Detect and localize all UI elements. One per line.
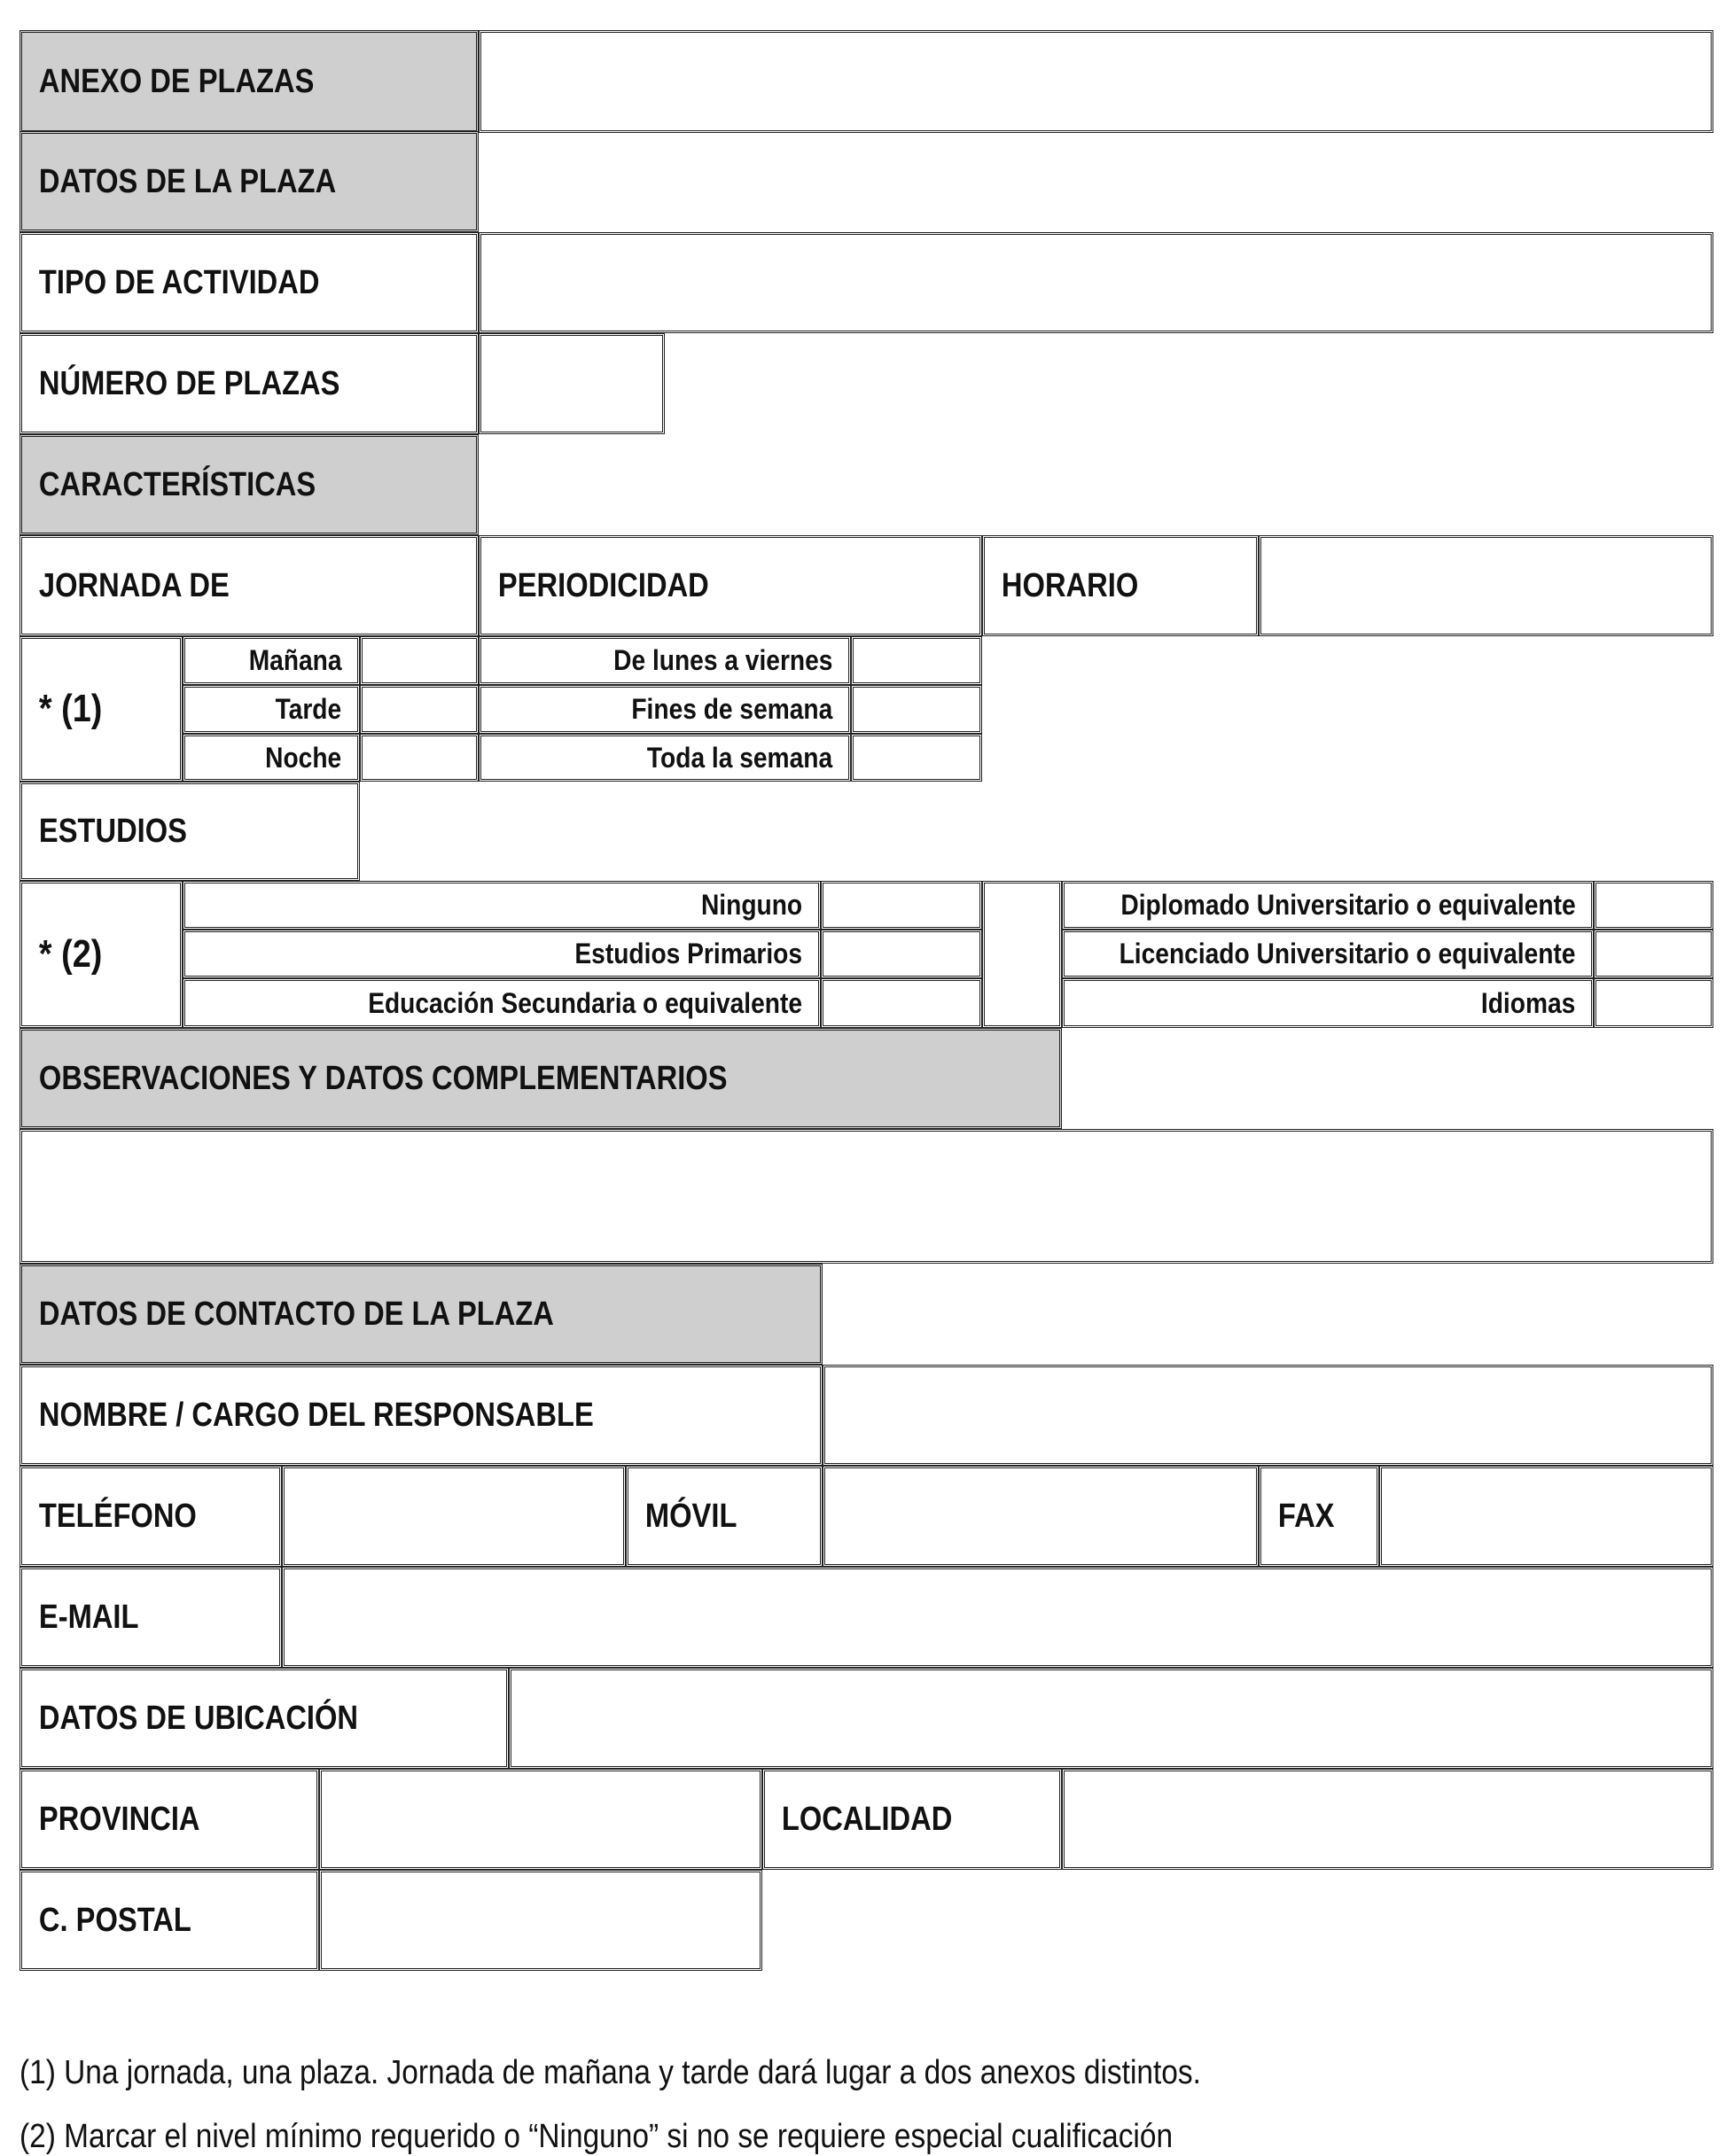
study-languages-checkbox[interactable]: [1594, 978, 1713, 1028]
schedule-label-cell: [982, 535, 1259, 636]
period-allweek-checkbox[interactable]: [851, 734, 982, 782]
annex-field[interactable]: [479, 30, 1713, 133]
num-posts-label: NÚMERO DE PLAZAS: [38, 364, 340, 402]
shift-afternoon-checkbox[interactable]: [360, 685, 479, 734]
email-label-cell: [20, 1567, 282, 1668]
workday-label-cell: [20, 535, 479, 636]
shift-afternoon-label: Tarde: [275, 693, 342, 725]
contact-title: DATOS DE CONTACTO DE LA PLAZA: [38, 1295, 554, 1333]
study-diploma-label-cell: [1062, 881, 1594, 930]
mobile-label: MÓVIL: [644, 1497, 737, 1535]
fax-label-cell: [1259, 1466, 1379, 1567]
annex-title: ANEXO DE PLAZAS: [38, 62, 315, 100]
locality-label-cell: [762, 1769, 1062, 1870]
post-data-section: [20, 131, 479, 232]
shift-morning-label: Mañana: [248, 644, 342, 676]
period-weekends-label-cell: [479, 685, 851, 734]
features-section: [20, 434, 479, 535]
study-degree-checkbox[interactable]: [1594, 930, 1713, 978]
studies-label-cell: [20, 782, 360, 881]
postal-label: C. POSTAL: [38, 1901, 191, 1939]
studies-spacer-cell: [982, 881, 1062, 1028]
activity-type-label: TIPO DE ACTIVIDAD: [38, 263, 320, 301]
mobile-field[interactable]: [823, 1466, 1259, 1567]
study-diploma-checkbox[interactable]: [1594, 881, 1713, 930]
mobile-label-cell: [626, 1466, 823, 1567]
activity-type-field[interactable]: [479, 232, 1713, 333]
study-languages-label-cell: [1062, 978, 1594, 1028]
studies-label: ESTUDIOS: [38, 812, 187, 850]
num-posts-field[interactable]: [479, 333, 665, 434]
shift-afternoon-label-cell: [183, 685, 360, 734]
observations-title: OBSERVACIONES Y DATOS COMPLEMENTARIOS: [38, 1059, 728, 1097]
location-label: DATOS DE UBICACIÓN: [38, 1699, 359, 1737]
study-none-label: Ninguno: [701, 889, 803, 921]
activity-type-label-cell: [20, 232, 479, 333]
shift-night-label-cell: [183, 734, 360, 782]
study-primary-checkbox[interactable]: [821, 930, 982, 978]
province-label-cell: [20, 1769, 319, 1870]
period-weekends-label: Fines de semana: [631, 693, 833, 725]
study-none-checkbox[interactable]: [821, 881, 982, 930]
province-field[interactable]: [319, 1769, 762, 1870]
manager-field[interactable]: [823, 1365, 1713, 1466]
annex-title-cell: [20, 30, 479, 133]
periodicity-label: PERIODICIDAD: [497, 566, 709, 604]
location-field[interactable]: [509, 1668, 1713, 1769]
period-allweek-label-cell: [479, 734, 851, 782]
study-secondary-checkbox[interactable]: [821, 978, 982, 1028]
study-none-label-cell: [183, 881, 821, 930]
manager-label-cell: [20, 1365, 823, 1466]
period-weekends-checkbox[interactable]: [851, 685, 982, 734]
fax-label: FAX: [1277, 1497, 1335, 1535]
shift-morning-checkbox[interactable]: [360, 636, 479, 685]
fax-field[interactable]: [1379, 1466, 1713, 1567]
location-label-cell: [20, 1668, 509, 1769]
schedule-label: HORARIO: [1001, 566, 1139, 604]
locality-label: LOCALIDAD: [781, 1800, 953, 1838]
note1-marker-cell: [20, 636, 183, 782]
features-title: CARACTERÍSTICAS: [38, 465, 316, 503]
period-weekdays-label: De lunes a viernes: [613, 644, 833, 676]
periodicity-label-cell: [479, 535, 982, 636]
observations-section: [20, 1028, 1062, 1129]
num-posts-label-cell: [20, 333, 479, 434]
period-allweek-label: Toda la semana: [647, 741, 833, 774]
manager-label: NOMBRE / CARGO DEL RESPONSABLE: [38, 1396, 594, 1434]
phone-field[interactable]: [282, 1466, 626, 1567]
province-label: PROVINCIA: [38, 1800, 200, 1838]
study-secondary-label: Educación Secundaria o equivalente: [368, 986, 803, 1019]
shift-night-checkbox[interactable]: [360, 734, 479, 782]
period-weekdays-checkbox[interactable]: [851, 636, 982, 685]
workday-label: JORNADA DE: [38, 566, 230, 604]
note2-marker-cell: [20, 881, 183, 1028]
shift-night-label: Noche: [265, 741, 342, 774]
observations-field[interactable]: [20, 1129, 1713, 1264]
study-degree-label: Licenciado Universitario o equivalente: [1119, 938, 1576, 969]
period-weekdays-label-cell: [479, 636, 851, 685]
study-secondary-label-cell: [183, 978, 821, 1028]
footnote-2: (2) Marcar el nivel mínimo requerido o “Ninguno” si no se requiere especial cualificación: [20, 2118, 1174, 2155]
study-diploma-label: Diplomado Universitario o equivalente: [1120, 889, 1576, 921]
post-data-title: DATOS DE LA PLAZA: [38, 162, 337, 200]
footnote-1: (1) Una jornada, una plaza. Jornada de mañana y tarde dará lugar a dos anexos distintos.: [20, 2054, 1201, 2091]
postal-field[interactable]: [319, 1870, 762, 1971]
locality-field[interactable]: [1062, 1769, 1713, 1870]
note1-marker: * (1): [38, 687, 103, 730]
email-field[interactable]: [282, 1567, 1713, 1668]
note2-marker: * (2): [38, 932, 103, 976]
study-degree-label-cell: [1062, 930, 1594, 978]
shift-morning-label-cell: [183, 636, 360, 685]
study-primary-label-cell: [183, 930, 821, 978]
phone-label-cell: [20, 1466, 282, 1567]
schedule-field[interactable]: [1259, 535, 1713, 636]
study-languages-label: Idiomas: [1480, 986, 1576, 1019]
postal-label-cell: [20, 1870, 319, 1971]
phone-label: TELÉFONO: [38, 1497, 197, 1535]
contact-section: [20, 1264, 823, 1365]
email-label: E-MAIL: [38, 1598, 139, 1636]
study-primary-label: Estudios Primarios: [574, 938, 803, 969]
